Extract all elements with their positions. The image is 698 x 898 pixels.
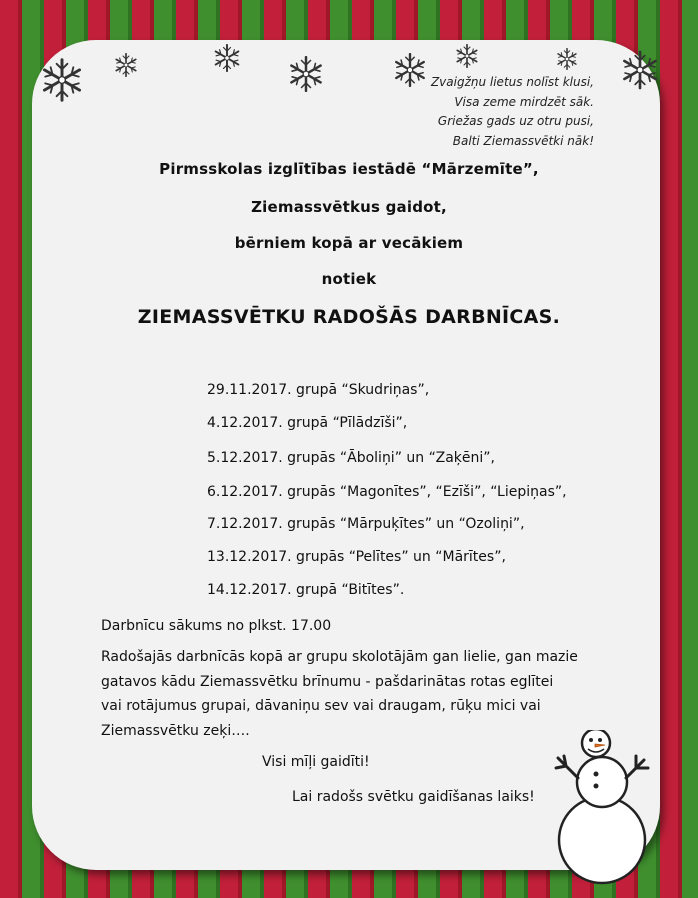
snowflake-icon: [556, 48, 578, 70]
description-line: Radošajās darbnīcās kopā ar grupu skolotājām gan lielie, gan mazie: [101, 649, 578, 665]
headline: ZIEMASSVĒTKU RADOŠĀS DARBNĪCAS.: [137, 306, 561, 328]
welcome-text: Visi mīļi gaidīti!: [262, 754, 370, 770]
poem-line: Griežas gads uz otru pusi,: [437, 114, 594, 128]
snowflake-icon: [393, 53, 427, 87]
snowflake-icon: [40, 58, 84, 102]
wish-text: Lai radošs svētku gaidīšanas laiks!: [292, 789, 535, 805]
schedule-item: 29.11.2017. grupā “Skudriņas”,: [207, 382, 430, 398]
poem: [431, 73, 594, 151]
description-line: Ziemassvētku zeķi….: [101, 722, 250, 739]
schedule-item: 4.12.2017. grupā “Pīlādzīši”,: [207, 415, 408, 431]
description: [101, 645, 578, 743]
description-line: gatavos kādu Ziemassvētku brīnumu - pašdarinātas rotas eglītei: [101, 673, 554, 690]
description-line: vai rotājumus grupai, dāvaniņu sev vai draugam, rūķu mici vai: [101, 698, 541, 714]
poem-line: Balti Ziemassvētki nāk!: [452, 133, 594, 148]
intro-line: notiek: [321, 270, 377, 288]
poem-line: Visa zeme mirdzēt sāk.: [454, 94, 594, 109]
schedule-item: 6.12.2017. grupās “Magonītes”, “Ezīši”, “Liepiņas”,: [207, 484, 567, 500]
schedule-item: 7.12.2017. grupās “Mārpuķītes” un “Ozoliņi”,: [207, 516, 525, 532]
snowman-icon: [544, 730, 660, 898]
snowflake-icon: [114, 53, 138, 77]
snowflake-icon: [213, 44, 241, 72]
snowflake-icon: [455, 44, 479, 68]
intro-line: Ziemassvētkus gaidot,: [251, 198, 447, 216]
snowflake-icon: [620, 50, 660, 90]
schedule-item: 13.12.2017. grupās “Pelītes” un “Mārītes”,: [207, 549, 506, 565]
schedule-item: 5.12.2017. grupās “Āboliņi” un “Zaķēni”,: [207, 450, 495, 466]
intro-line: bērniem kopā ar vecākiem: [234, 234, 464, 252]
intro-line: Pirmsskolas izglītības iestādē “Mārzemīte”,: [159, 160, 539, 178]
schedule-item: 14.12.2017. grupā “Bitītes”.: [207, 582, 405, 598]
snowflake-icon: [288, 56, 324, 92]
start-time: Darbnīcu sākums no plkst. 17.00: [101, 618, 332, 634]
poem-line: Zvaigžņu lietus nolīst klusi,: [430, 75, 594, 89]
